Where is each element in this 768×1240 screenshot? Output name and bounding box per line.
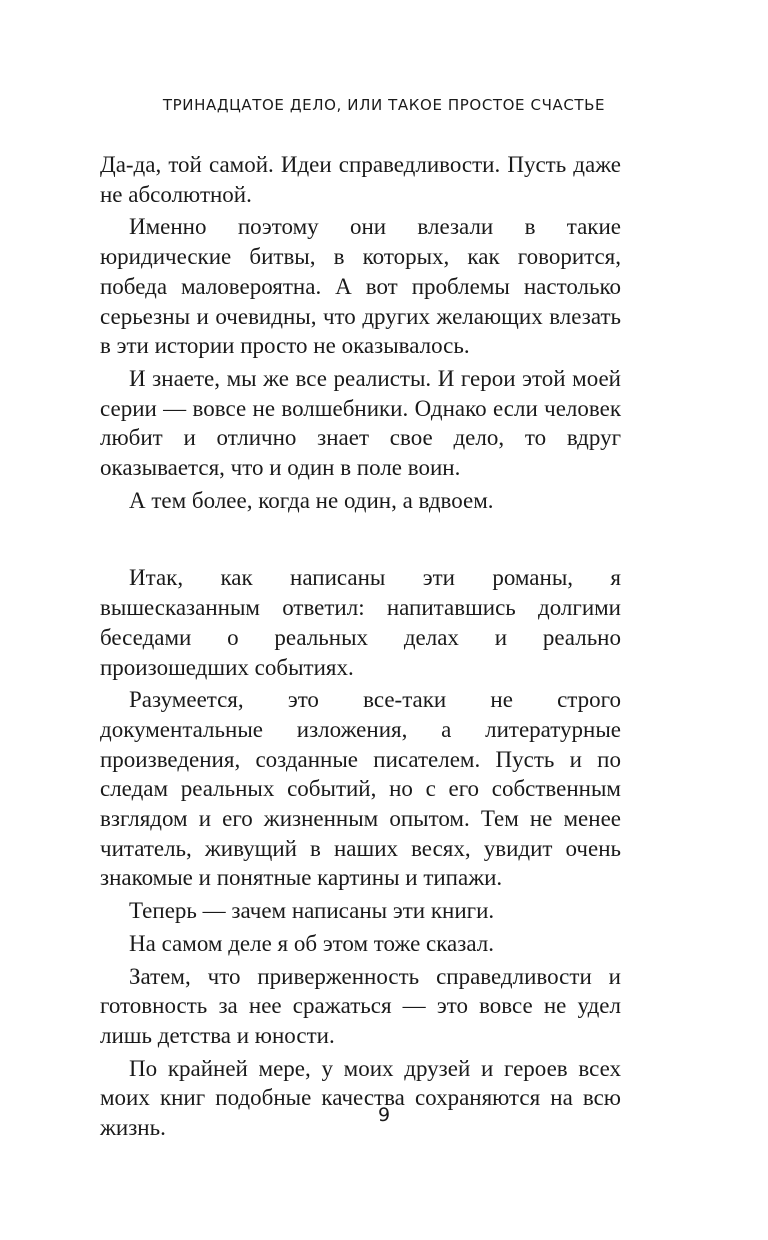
paragraph-7: Теперь — зачем написаны эти книги. [129,898,495,924]
paragraph-2: Именно поэтому они влезали в такие юридические битвы, в которых, как говорится, победа маловероятна. А вот проблемы настолько серьезны и очевидны, что других желающих влезать в эти истории просто не оказывалось. [100,214,621,359]
paragraph-3: И знаете, мы же все реалисты. И герои этой моей серии — вовсе не волшебники. Однако если человек любит и отлично знает свое дело, то вдруг оказывается, что и один в поле воин. [100,365,621,481]
running-header: ТРИНАДЦАТОЕ ДЕЛО, ИЛИ ТАКОЕ ПРОСТОЕ СЧАСТЬЕ [162,96,606,114]
paragraph-5: Итак, как написаны эти романы, я вышесказанным ответил: напитавшись долгими беседами о реальных делах и реально произошедших событиях. [100,565,621,680]
paragraph-10: По крайней мере, у моих друзей и героев всех моих книг подобные качества сохраняются на всю жизнь. [100,1055,621,1141]
paragraph-1: Да-да, той самой. Идеи справедливости. Пусть даже не абсолютной. [100,152,621,207]
paragraph-6: Разумеется, это все-таки не строго документальные изложения, а литературные произведения, созданные писателем. Пусть и по следам реальных событий, но с его собственным взглядом и его жизненным опытом. Тем не менее читатель, живущий в наших весях, увидит очень знакомые и понятные картины и типажи. [100,687,621,891]
paragraph-9: Затем, что приверженность справедливости и готовность за нее сражаться — это вовсе не удел лишь детства и юности. [100,963,621,1048]
paragraph-4: А тем более, когда не один, а вдвоем. [129,487,494,513]
section-break [100,518,621,563]
page-number: 9 [377,1104,391,1126]
paragraph-8: На самом деле я об этом тоже сказал. [129,930,494,956]
text-body [100,150,621,1146]
